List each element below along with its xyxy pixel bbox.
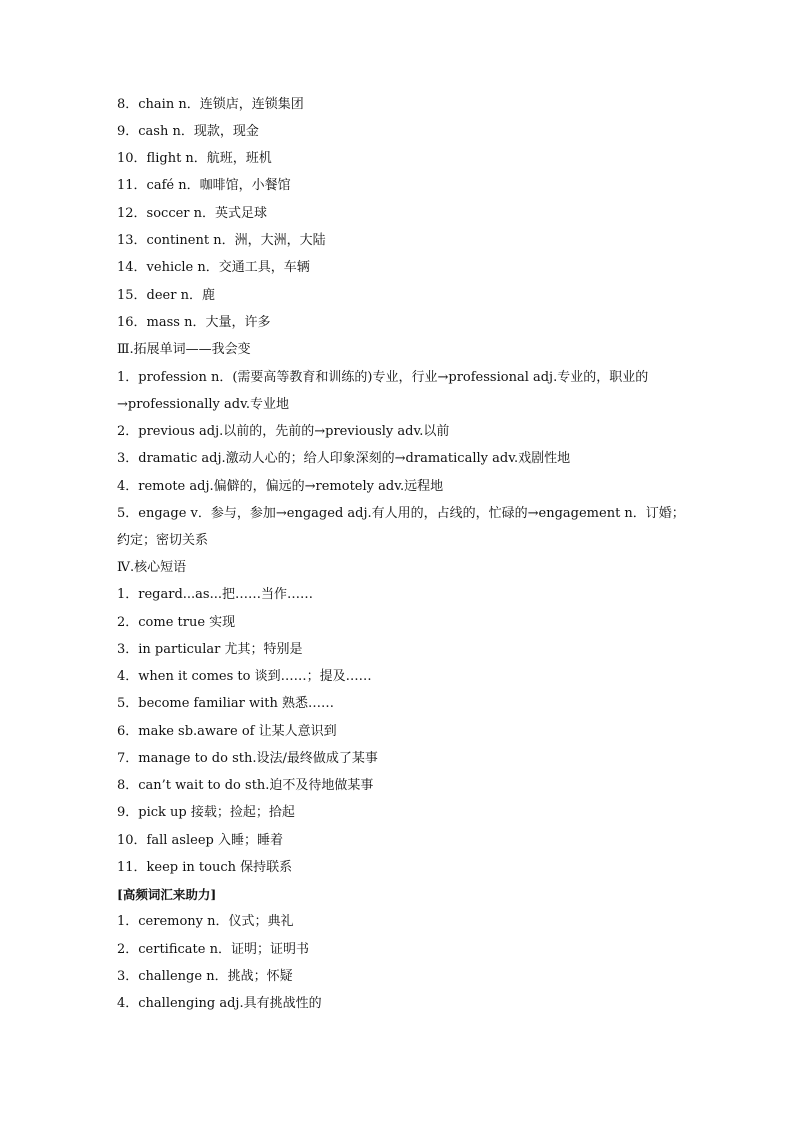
hf-item-challenging: 4．challenging adj.具有挑战性的: [117, 996, 322, 1011]
phrase-item-keep-in-touch: 11．keep in touch 保持联系: [117, 860, 293, 875]
phrase-item-fall-asleep: 10．fall asleep 入睡；睡着: [117, 833, 283, 848]
phrase-item-pick-up: 9．pick up 接载；捡起；拾起: [117, 805, 295, 820]
phrase-item-in-particular: 3．in particular 尤其；特别是: [117, 642, 303, 657]
hf-item-certificate: 2．certificate n．证明；证明书: [117, 942, 309, 957]
section-heading-high-frequency: [高频词汇来助力]: [117, 887, 217, 902]
phrase-item-become-familiar: 5．become familiar with 熟悉……: [117, 696, 335, 711]
extended-item-dramatic: 3．dramatic adj.激动人心的；给人印象深刻的→dramatically adv.戏剧性地: [117, 451, 571, 466]
section-heading-extended-words: Ⅲ.拓展单词——我会变: [117, 342, 251, 357]
vocab-item-deer: 15．deer n．鹿: [117, 288, 215, 303]
phrase-item-manage-to: 7．manage to do sth.设法/最终做成了某事: [117, 751, 378, 766]
hf-item-challenge: 3．challenge n．挑战；怀疑: [117, 969, 293, 984]
extended-item-previous: 2．previous adj.以前的，先前的→previously adv.以前: [117, 424, 450, 439]
extended-item-remote: 4．remote adj.偏僻的，偏远的→remotely adv.远程地: [117, 479, 444, 494]
vocab-item-mass: 16．mass n．大量，许多: [117, 315, 271, 330]
phrase-item-regard: 1．regard...as...把……当作……: [117, 587, 314, 602]
hf-item-ceremony: 1．ceremony n．仪式；典礼: [117, 914, 294, 929]
vocab-item-vehicle: 14．vehicle n．交通工具，车辆: [117, 260, 310, 275]
vocab-item-cafe: 11．café n．咖啡馆，小餐馆: [117, 178, 291, 193]
vocab-item-chain: 8．chain n．连锁店，连锁集团: [117, 97, 304, 112]
phrase-item-cant-wait: 8．can’t wait to do sth.迫不及待地做某事: [117, 778, 374, 793]
extended-item-profession: 1．profession n．(需要高等教育和训练的)专业，行业→professional adj.专业的，职业的: [117, 370, 649, 385]
extended-item-engage-cont: 约定；密切关系: [117, 533, 209, 548]
section-heading-core-phrases: Ⅳ.核心短语: [117, 560, 187, 575]
vocab-item-soccer: 12．soccer n．英式足球: [117, 206, 268, 221]
vocab-item-continent: 13．continent n．洲，大洲，大陆: [117, 233, 326, 248]
vocab-item-flight: 10．flight n．航班，班机: [117, 151, 272, 166]
extended-item-engage: 5．engage v．参与，参加→engaged adj.有人用的，占线的，忙碌的→engagement n．订婚；: [117, 506, 685, 521]
vocab-item-cash: 9．cash n．现款，现金: [117, 124, 259, 139]
phrase-item-come-true: 2．come true 实现: [117, 615, 236, 630]
phrase-item-make-aware: 6．make sb.aware of 让某人意识到: [117, 724, 337, 739]
phrase-item-when-it-comes-to: 4．when it comes to 谈到……；提及……: [117, 669, 372, 684]
extended-item-profession-cont: →professionally adv.专业地: [117, 397, 290, 412]
